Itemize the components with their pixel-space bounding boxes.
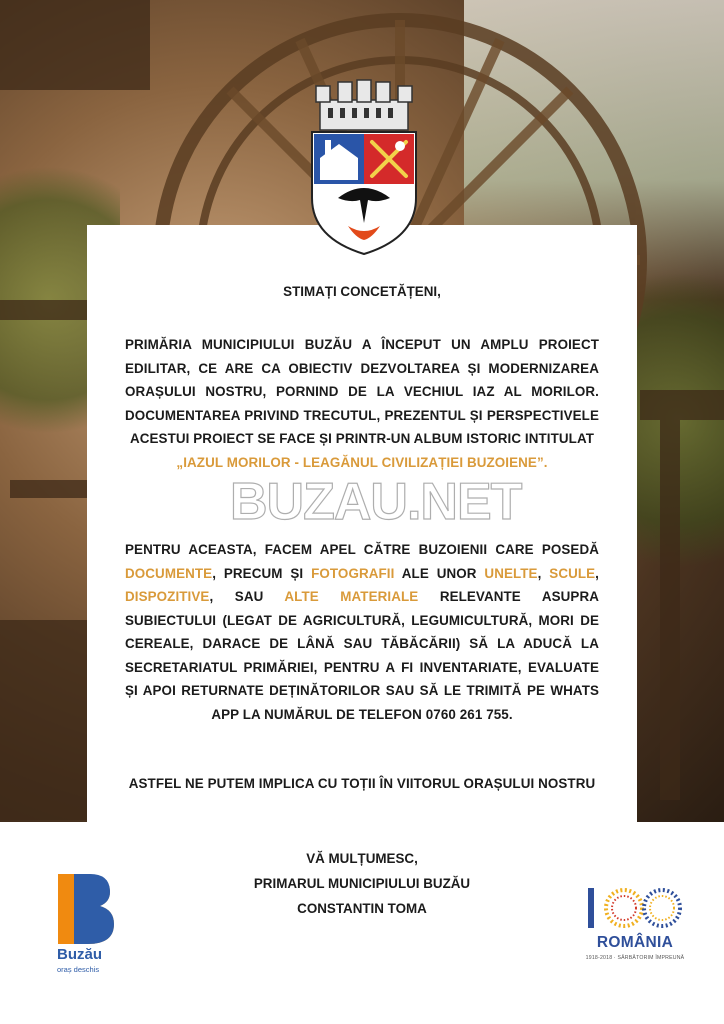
- highlight-photographs: FOTOGRAFII: [311, 565, 395, 581]
- coat-of-arms-icon: [298, 78, 430, 256]
- buzau-coat-of-arms: [298, 78, 430, 256]
- logo-brand-text: Buzău: [57, 946, 102, 963]
- centenary-100-icon: [580, 882, 690, 932]
- appeal-text: , PRECUM ȘI: [212, 565, 312, 581]
- signature-title: PRIMARUL MUNICIPIULUI BUZĂU: [253, 876, 471, 891]
- watermark: BUZAU.NET: [230, 473, 522, 531]
- buzau-b-logo-icon: [52, 870, 122, 946]
- highlight-documents: DOCUMENTE: [125, 565, 213, 581]
- appeal-text: ,: [595, 565, 599, 581]
- logo-tagline: oraș deschis: [57, 965, 100, 974]
- appeal-text: RELEVANTE ASUPRA SUBIECTULUI (LEGAT DE AGRICULTURĂ, LEGUMICULTURĂ, MORI DE CEREALE, DARACE DE LÂNĂ SAU TĂBĂCĂRII) SĂ LA ADUCĂ LA SECRETARIATUL PRIMĂRIEI, PENTRU A FI INVENTARIATE, EVALUATE ȘI APOI RETURNATE DEȚINĂTORILOR SAU SĂ LE TRIMITĂ PE WHATS APP LA NUMĂRUL DE TELEFON 0760 261 755.: [125, 589, 599, 722]
- signature-block: [150, 846, 574, 921]
- album-title: „IAZUL MORILOR - LEAGĂNUL CIVILIZAȚIEI BUZOIENE”.: [176, 454, 548, 470]
- buzau-city-logo: [52, 870, 122, 978]
- paragraph-closing: ASTFEL NE PUTEM IMPLICA CU TOȚII ÎN VIITORUL ORAȘULUI NOSTRU: [128, 776, 596, 791]
- highlight-tools: UNELTE: [484, 565, 538, 581]
- signature-thanks: VĂ MULȚUMESC,: [306, 851, 418, 866]
- highlight-implements: SCULE: [549, 565, 596, 581]
- appeal-text: , SAU: [209, 589, 285, 604]
- paragraph-project-intro: [125, 333, 599, 474]
- appeal-text: PENTRU ACEASTA, FACEM APEL CĂTRE BUZOIENII CARE POSEDĂ: [125, 542, 599, 557]
- paragraph-appeal: [125, 538, 599, 726]
- greeting: STIMAȚI CONCETĂȚENI,: [283, 284, 441, 299]
- paragraph-intro-body: PRIMĂRIA MUNICIPIULUI BUZĂU A ÎNCEPUT UN AMPLU PROIECT EDILITAR, CE ARE CA OBIECTIV DEZVOLTAREA ȘI MODERNIZAREA ORAȘULUI NOSTRU, PORNIND DE LA VECHIUL IAZ AL MORILOR. DOCUMENTAREA PRIVIND TRECUTUL, PREZENTUL ȘI PERSPECTIVELE ACESTUI PROIECT SE FACE ȘI PRINTR-UN ALBUM ISTORIC INTITULAT: [125, 337, 599, 446]
- highlight-other-materials: ALTE MATERIALE: [284, 589, 419, 604]
- logo-years-text: 1918-2018 · SĂRBĂTORIM ÎMPREUNĂ: [585, 955, 685, 961]
- appeal-text: ,: [537, 565, 550, 581]
- romania-centenary-logo: [580, 882, 690, 968]
- appeal-text: ALE UNOR: [394, 565, 485, 581]
- signature-name: CONSTANTIN TOMA: [297, 901, 427, 916]
- highlight-devices: DISPOZITIVE: [125, 589, 210, 604]
- logo-country-text: ROMÂNIA: [596, 934, 674, 951]
